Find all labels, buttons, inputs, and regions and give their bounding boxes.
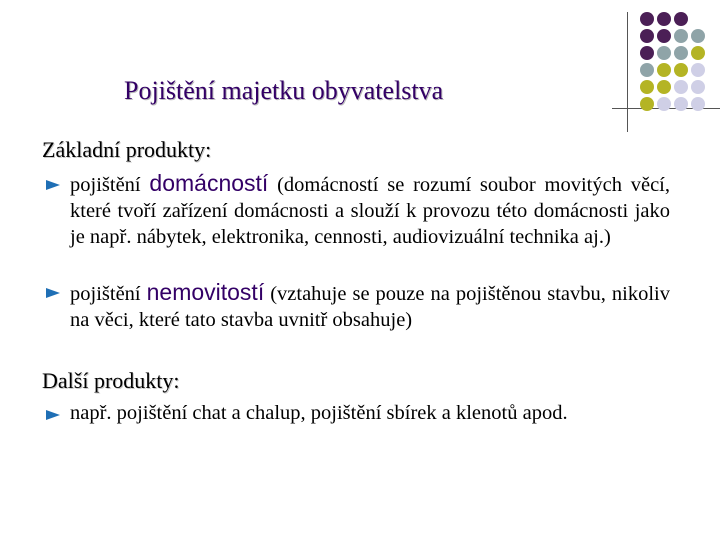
bullet-arrow-icon (46, 180, 60, 190)
other-products-colon: : (173, 368, 180, 393)
basic-products-colon: : (205, 137, 212, 162)
decor-dot (640, 63, 654, 77)
basic-products-label: Základní produkty (42, 137, 206, 162)
decor-dot (674, 97, 688, 111)
list-item-other-products: např. pojištění chat a chalup, pojištění sbírek a klenotů apod. (70, 402, 568, 424)
other-products-heading (42, 368, 180, 394)
bullet-arrow-icon (46, 410, 60, 420)
decor-dot (657, 46, 671, 60)
decor-dot (657, 63, 671, 77)
decor-dot (674, 46, 688, 60)
decor-dot (657, 29, 671, 43)
bullet-arrow-icon (46, 288, 60, 298)
decor-dot (640, 29, 654, 43)
decor-dot (640, 46, 654, 60)
item-prefix: pojištění (70, 174, 150, 196)
decor-dot (674, 63, 688, 77)
decor-dot (674, 29, 688, 43)
decor-dot (674, 12, 688, 26)
decor-dot (691, 12, 705, 26)
decor-dot (657, 12, 671, 26)
decor-dot (640, 12, 654, 26)
list-item-household-insurance (70, 170, 670, 250)
basic-products-heading (42, 137, 211, 163)
item-emphasis-nemovitosti: nemovitostí (146, 279, 265, 305)
decor-vertical-line (627, 12, 628, 132)
item-description: (vztahuje se pouze na pojištěnou stavbu, nikoliv na věci, které tato stavba uvnitř obsahuje) (70, 283, 670, 331)
decor-dot (691, 46, 705, 60)
decor-dot (640, 97, 654, 111)
decor-dot (691, 63, 705, 77)
decor-dot (657, 97, 671, 111)
decor-dot (691, 29, 705, 43)
slide-title: Pojištění majetku obyvatelstva (124, 76, 444, 105)
decor-dot (657, 80, 671, 94)
item-description: (domácností se rozumí soubor movitých věcí, které tvoří zařízení domácnosti a slouží k provozu této domácnosti jako je např. nábytek, elektronika, cennosti, audiovizuální technika aj.) (70, 174, 671, 248)
item-prefix: pojištění (70, 283, 147, 305)
decor-dot (640, 80, 654, 94)
decor-dot (691, 80, 705, 94)
decor-dot-grid (640, 12, 706, 112)
list-item-property-insurance (70, 279, 670, 333)
item-emphasis-domacnosti: domácností (149, 170, 269, 196)
decor-dot (674, 80, 688, 94)
other-products-label: Další produkty (42, 368, 174, 393)
decor-dot (691, 97, 705, 111)
